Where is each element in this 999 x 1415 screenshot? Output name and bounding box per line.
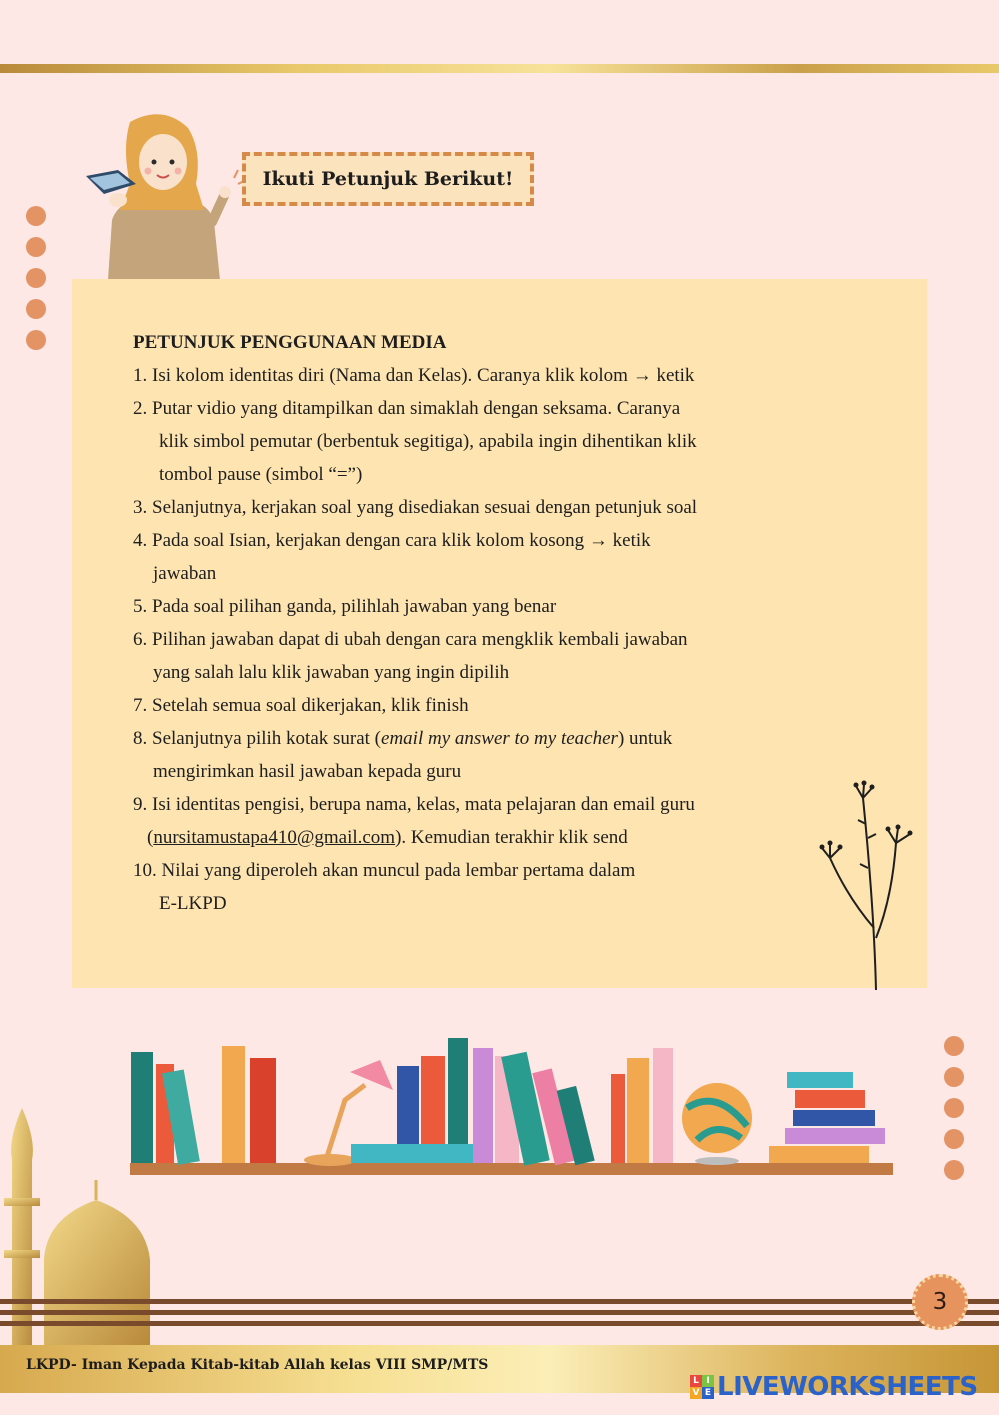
page-title: Ikuti Petunjuk Berikut!: [262, 168, 514, 190]
left-dot-column: [26, 206, 46, 361]
instruction-line-8: [133, 722, 813, 755]
instruction-line: E-LKPD: [159, 893, 227, 914]
decor-dot: [944, 1160, 964, 1180]
decor-dot: [26, 237, 46, 257]
item9-open: (: [147, 827, 154, 848]
item8-prefix: 8. Selanjutnya pilih kotak surat (: [133, 728, 382, 749]
right-dot-column: [944, 1036, 964, 1191]
instruction-line: mengirimkan hasil jawaban kepada guru: [153, 761, 462, 782]
title-box: [242, 152, 534, 206]
instruction-line: 3. Selanjutnya, kerjakan soal yang disediakan sesuai dengan petunjuk soal: [133, 497, 698, 518]
bottom-stripe: [0, 1321, 999, 1326]
logo-letter: I: [702, 1375, 714, 1387]
footer-caption: LKPD- Iman Kepada Kitab-kitab Allah kelas VIII SMP/MTS: [26, 1357, 489, 1373]
instruction-list: [133, 326, 813, 920]
decor-dot: [26, 330, 46, 350]
instruction-line: 1. Isi kolom identitas diri (Nama dan Kelas). Caranya klik kolom → ketik: [133, 365, 695, 386]
instruction-line-9b: [133, 821, 813, 854]
logo-letter: V: [690, 1387, 702, 1399]
decor-dot: [944, 1036, 964, 1056]
flower-illustration: [818, 778, 923, 990]
item9-close: ). Kemudian terakhir klik send: [395, 827, 628, 848]
item8-italic: email my answer to my teacher: [381, 728, 618, 749]
decor-dot: [944, 1129, 964, 1149]
decor-dot: [26, 268, 46, 288]
instruction-line: 6. Pilihan jawaban dapat di ubah dengan cara mengklik kembali jawaban: [133, 629, 688, 650]
instruction-line: 9. Isi identitas pengisi, berupa nama, kelas, mata pelajaran dan email guru: [133, 794, 695, 815]
instruction-line: 5. Pada soal pilihan ganda, pilihlah jawaban yang benar: [133, 596, 557, 617]
bookshelf-illustration: [125, 1030, 900, 1185]
instruction-line: yang salah lalu klik jawaban yang ingin dipilih: [153, 662, 510, 683]
instruction-line: 4. Pada soal Isian, kerjakan dengan cara klik kolom kosong → ketik: [133, 530, 651, 551]
page-number: 3: [932, 1289, 948, 1315]
instruction-line: jawaban: [153, 563, 217, 584]
decor-dot: [26, 299, 46, 319]
liveworksheets-wordmark: LIVEWORKSHEETS: [717, 1372, 978, 1402]
teacher-illustration: [78, 110, 243, 280]
instruction-line: 2. Putar vidio yang ditampilkan dan simaklah dengan seksama. Caranya: [133, 398, 681, 419]
instruction-line: klik simbol pemutar (berbentuk segitiga), apabila ingin dihentikan klik: [159, 431, 697, 452]
bottom-stripe: [0, 1310, 999, 1315]
page-number-badge: [912, 1274, 968, 1330]
liveworksheets-logo-icon: [690, 1375, 714, 1399]
mosque-illustration: [0, 1100, 160, 1345]
instruction-line: 10. Nilai yang diperoleh akan muncul pada lembar pertama dalam: [133, 860, 636, 881]
item8-suffix: ) untuk: [617, 728, 673, 749]
logo-letter: E: [702, 1387, 714, 1399]
instruction-line: 7. Setelah semua soal dikerjakan, klik finish: [133, 695, 469, 716]
bottom-stripe: [0, 1299, 999, 1304]
liveworksheets-brand[interactable]: [690, 1372, 978, 1402]
decor-dot: [944, 1067, 964, 1087]
top-gold-border: [0, 64, 999, 73]
decor-dot: [944, 1098, 964, 1118]
logo-letter: L: [690, 1375, 702, 1387]
instruction-line: tombol pause (simbol “=”): [159, 464, 363, 485]
teacher-email-link[interactable]: nursitamustapa410@gmail.com: [153, 827, 396, 848]
decor-dot: [26, 206, 46, 226]
instructions-heading: PETUNJUK PENGGUNAAN MEDIA: [133, 332, 447, 353]
